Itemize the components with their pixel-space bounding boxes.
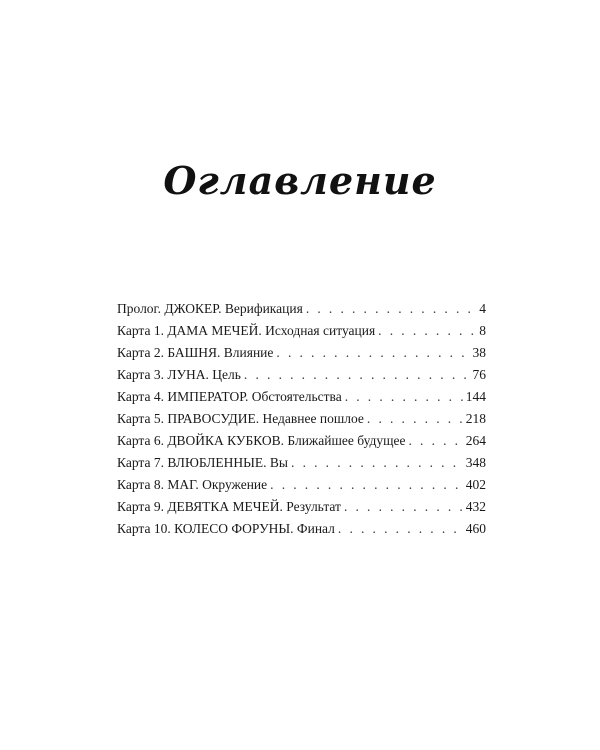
toc-leader-dots [367, 408, 463, 430]
toc-entry-page: 432 [465, 499, 486, 514]
toc-entry[interactable] [117, 430, 486, 452]
toc-entry[interactable] [117, 408, 486, 430]
toc-entry-page: 264 [465, 433, 486, 448]
toc-entry-label: Карта 8. МАГ. Окружение [117, 477, 268, 492]
toc-entry-label: Карта 1. ДАМА МЕЧЕЙ. Исходная ситуация [117, 323, 376, 338]
toc-entry-page: 144 [465, 389, 486, 404]
toc-entry-page: 4 [479, 301, 486, 316]
toc-leader-dots [291, 452, 463, 474]
toc-entry-label: Карта 5. ПРАВОСУДИЕ. Недавнее пошлое [117, 411, 364, 426]
toc-entry-page: 460 [465, 521, 486, 536]
toc-entry[interactable] [117, 298, 486, 320]
toc-entry[interactable] [117, 452, 486, 474]
toc-leader-dots [306, 298, 476, 320]
toc-leader-dots [244, 364, 470, 386]
toc-leader-dots [276, 342, 469, 364]
toc-entry-page: 402 [465, 477, 486, 492]
toc-entry-label: Карта 9. ДЕВЯТКА МЕЧЕЙ. Результат [117, 499, 341, 514]
toc-leader-dots [344, 496, 463, 518]
toc-leader-dots [378, 320, 476, 342]
toc-entry[interactable] [117, 386, 486, 408]
toc-leader-dots [338, 518, 463, 540]
toc-entry[interactable] [117, 364, 486, 386]
toc-entry-page: 76 [472, 367, 486, 382]
toc-entry[interactable] [117, 518, 486, 540]
page-title: Оглавление [163, 158, 437, 203]
toc-entry-label: Карта 2. БАШНЯ. Влияние [117, 345, 274, 360]
toc-entry-page: 348 [465, 455, 486, 470]
toc-entry-label: Пролог. ДЖОКЕР. Верификация [117, 301, 303, 316]
table-of-contents [117, 298, 486, 540]
toc-entry[interactable] [117, 342, 486, 364]
toc-entry-page: 8 [479, 323, 486, 338]
toc-entry-label: Карта 4. ИМПЕРАТОР. Обстоятельства [117, 389, 342, 404]
toc-entry-page: 38 [472, 345, 486, 360]
toc-entry-page: 218 [465, 411, 486, 426]
toc-entry-label: Карта 10. КОЛЕСО ФОРУНЫ. Финал [117, 521, 335, 536]
toc-leader-dots [270, 474, 463, 496]
toc-entry-label: Карта 7. ВЛЮБЛЕННЫЕ. Вы [117, 455, 289, 470]
toc-entry[interactable] [117, 474, 486, 496]
toc-entry[interactable] [117, 320, 486, 342]
toc-leader-dots [408, 430, 462, 452]
toc-leader-dots [345, 386, 463, 408]
toc-entry-label: Карта 3. ЛУНА. Цель [117, 367, 241, 382]
toc-entry[interactable] [117, 496, 486, 518]
toc-entry-label: Карта 6. ДВОЙКА КУБКОВ. Ближайшее будущее [117, 433, 406, 448]
